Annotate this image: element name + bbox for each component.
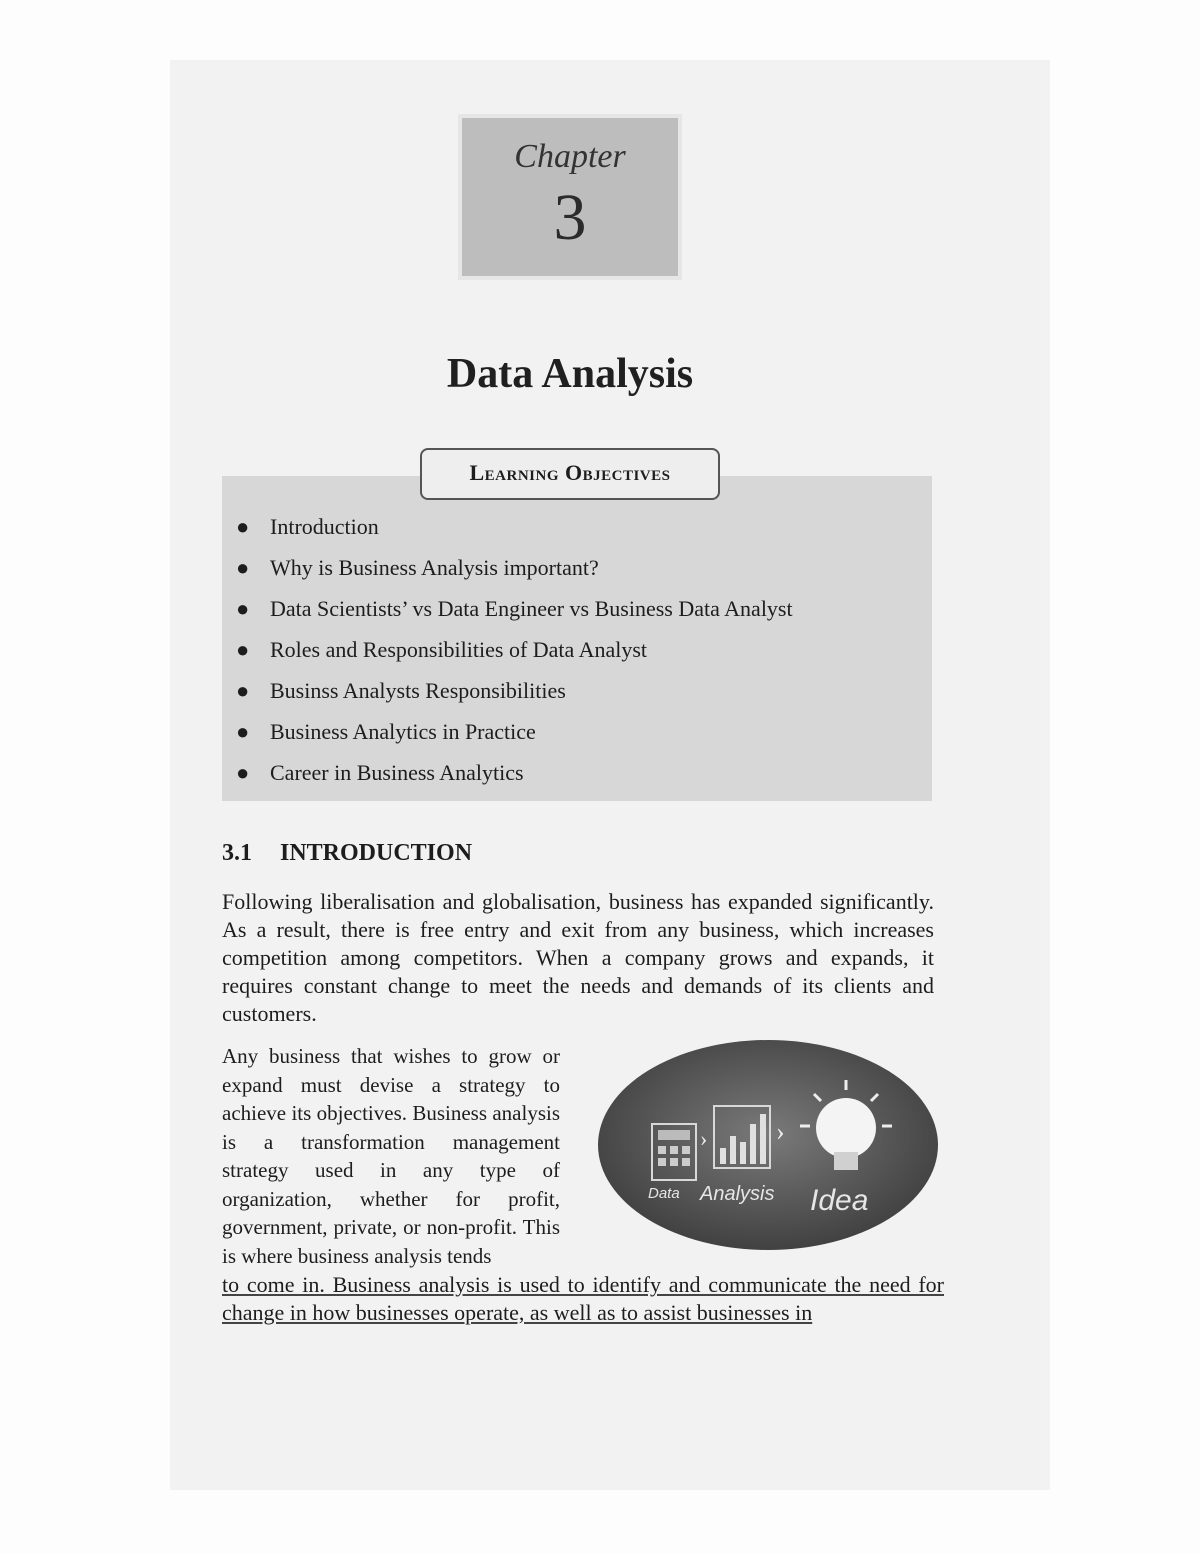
figure-label: Data <box>648 1185 680 1202</box>
objectives-heading: Learning Objectives <box>420 448 720 500</box>
figure-oval <box>598 1040 938 1250</box>
chapter-number: 3 <box>553 181 587 254</box>
paragraph-underlined: to come in. Business analysis is used to identify and communicate the need for change in how businesses operate, as well as to assist businesses in <box>222 1272 944 1325</box>
chapter-box <box>458 114 682 280</box>
bullet-icon: ● <box>236 760 250 785</box>
data-analysis-idea-figure <box>596 1038 940 1252</box>
figure-label: Idea <box>810 1184 869 1217</box>
objective-item: ● Career in Business Analytics <box>232 754 793 795</box>
figure-label: Analysis <box>700 1183 775 1205</box>
bullet-icon: ● <box>236 678 250 703</box>
bullet-icon: ● <box>236 596 250 621</box>
bullet-icon: ● <box>236 719 250 744</box>
paragraph-underlined: Any business that wishes to grow or expand must devise a strategy to achieve its objectives. Business analysis is a transformation management strategy used in any type of organization, whether for profit, government, private, or non-profit. This is where business analysis tends <box>222 1044 560 1268</box>
paragraph: Following liberalisation and globalisation, business has expanded significantly. As a result, there is free entry and exit from any business, which increases competition among competitors. When a company grows and expands, it requires constant change to meet the needs and demands of its clients and customers. <box>222 889 934 1026</box>
objectives-list <box>232 508 793 795</box>
bullet-icon: ● <box>236 514 250 539</box>
figure-graphic <box>596 1038 940 1252</box>
objective-item: ● Businss Analysts Responsibilities <box>232 672 793 713</box>
chapter-word: Chapter <box>514 138 626 175</box>
chapter-title: Data Analysis <box>446 351 694 397</box>
section-title: INTRODUCTION <box>280 840 473 866</box>
section-number: 3.1 <box>222 840 252 866</box>
objective-item: ● Introduction <box>232 508 793 549</box>
objective-item: ● Business Analytics in Practice <box>232 713 793 754</box>
objective-item: ● Data Scientists’ vs Data Engineer vs Business Data Analyst <box>232 590 793 631</box>
section-heading <box>222 840 472 867</box>
objective-item: ● Roles and Responsibilities of Data Analyst <box>232 631 793 672</box>
objective-item: ● Why is Business Analysis important? <box>232 549 793 590</box>
bullet-icon: ● <box>236 555 250 580</box>
arrow-icon: › <box>776 1117 785 1146</box>
arrow-icon: › <box>700 1126 708 1151</box>
bullet-icon: ● <box>236 637 250 662</box>
